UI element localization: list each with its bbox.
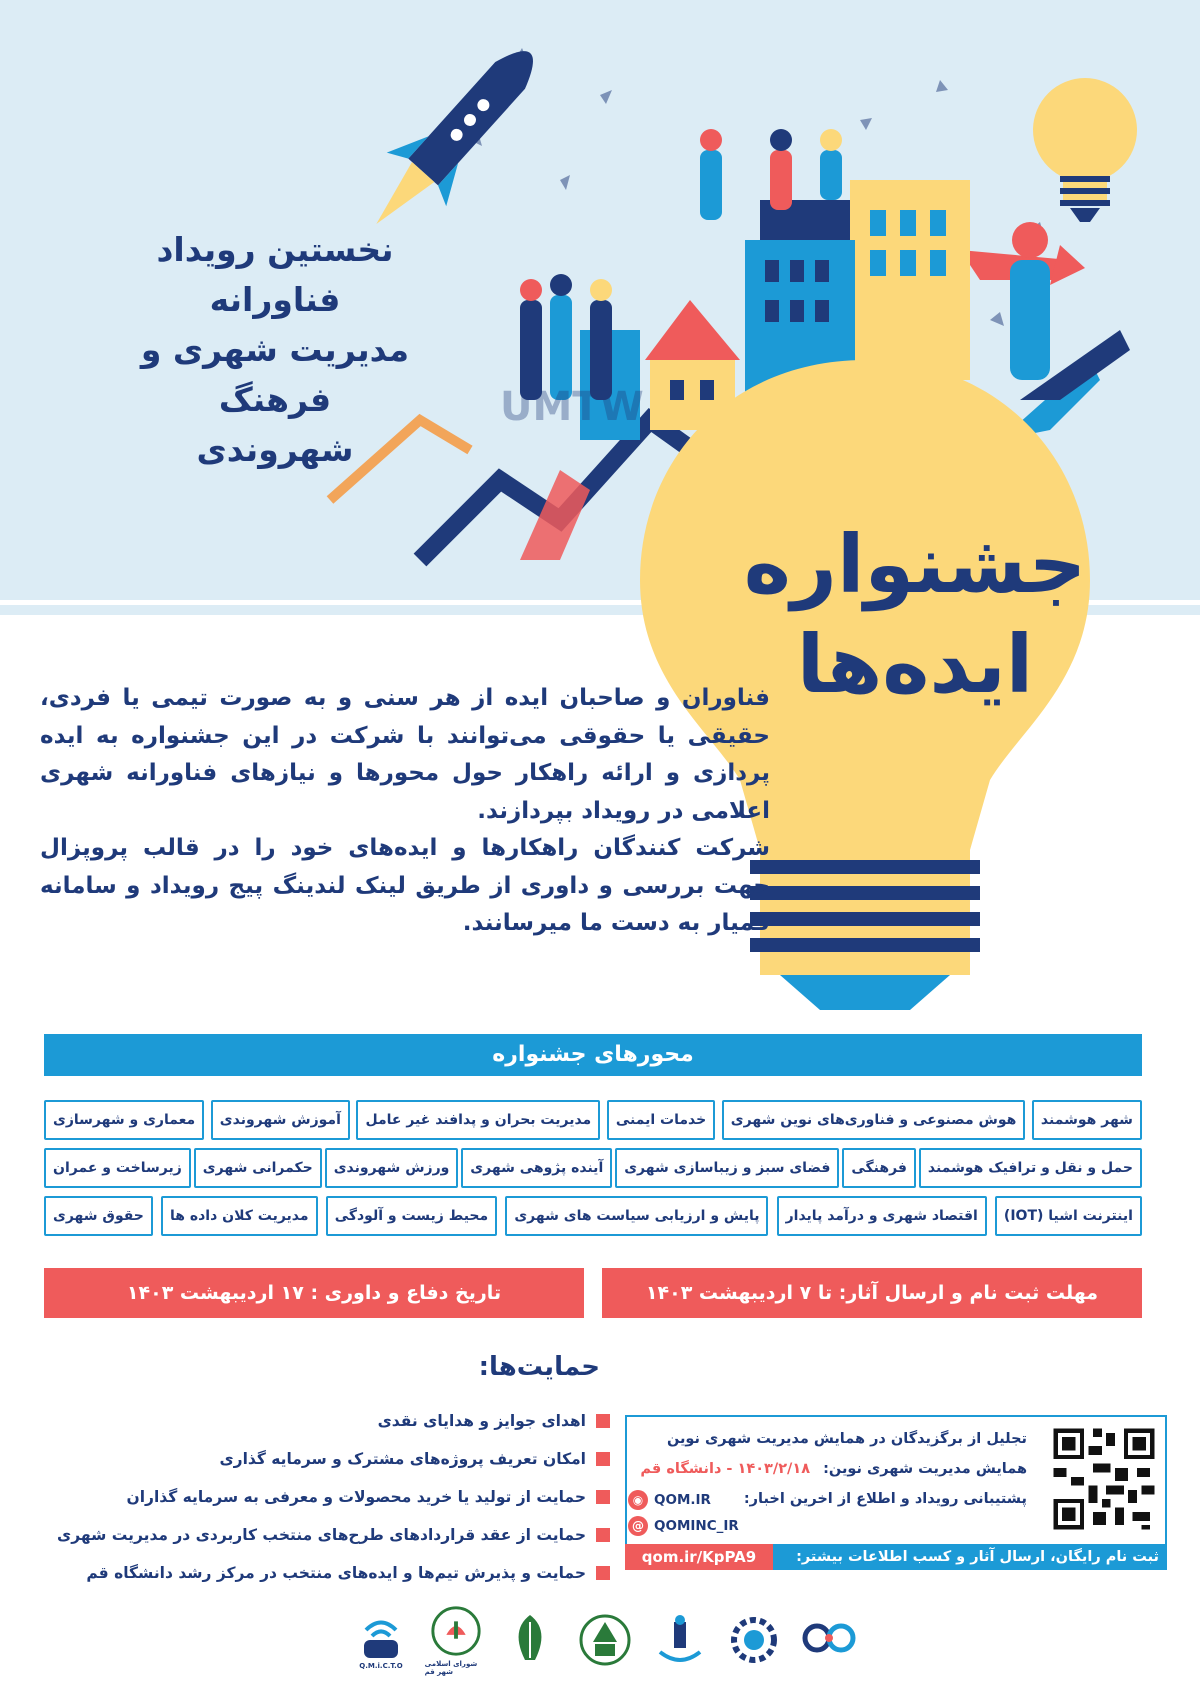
bullet-square-icon <box>596 1490 610 1504</box>
axis-tag: فضای سبز و زیباسازی شهری <box>615 1148 839 1188</box>
council-seal-icon <box>428 1604 484 1658</box>
bullet-square-icon <box>596 1528 610 1542</box>
registration-deadline: مهلت ثبت نام و ارسال آثار: تا ۷ اردیبهشت ۱۴۰۳ <box>602 1268 1142 1318</box>
social-icon: @ <box>628 1516 648 1536</box>
axis-tag: محیط زیست و آلودگی <box>326 1196 498 1236</box>
support-item <box>20 1478 610 1516</box>
support-title: حمایت‌ها: <box>478 1352 600 1382</box>
green-organization-logo <box>499 1604 561 1676</box>
registration-footer: ثبت نام رایگان، ارسال آثار و کسب اطلاعات بیشتر: <box>625 1544 1167 1570</box>
support-item-text: حمایت از تولید یا خرید محصولات و معرفی به سرمایه گذاران <box>126 1488 586 1506</box>
axis-tag: اینترنت اشیا (IOT) <box>995 1196 1142 1236</box>
support-item-text: حمایت و پذیرش تیم‌ها و ایده‌های منتخب در مرکز رشد دانشگاه قم <box>86 1564 586 1582</box>
innovation-center-logo <box>798 1604 860 1676</box>
axis-tag: شهر هوشمند <box>1032 1100 1142 1140</box>
municipality-seal-icon <box>577 1612 633 1668</box>
award-ceremony-text: تجلیل از برگزیدگان در همایش مدیریت شهری نوین <box>666 1431 1027 1447</box>
leaf-logo-icon <box>505 1610 555 1670</box>
conference-value: ۱۴۰۳/۲/۱۸ - دانشگاه قم <box>640 1461 811 1477</box>
intro-paragraph-1: فناوران و صاحبان ایده از هر سنی و به صورت تیمی یا فردی، حقیقی یا حقوقی می‌توانند با شرکت در این جشنواره به ایده پردازی و ارائه راهکار حول محورها و نیازهای فناورانه شهری اعلامی در رویداد بپردازند. <box>40 685 770 824</box>
council-caption: شورای اسلامی شهر قم <box>424 1660 478 1676</box>
axis-tag: معماری و شهرسازی <box>44 1100 204 1140</box>
support-item-text: حمایت از عقد قراردادهای طرح‌های منتخب کاربردی در مدیریت شهری <box>57 1526 586 1544</box>
bullet-square-icon <box>596 1452 610 1466</box>
intro-text <box>40 680 770 943</box>
axes-row-2 <box>44 1148 1142 1188</box>
bullet-square-icon <box>596 1566 610 1580</box>
axis-tag: هوش مصنوعی و فناوری‌های نوین شهری <box>722 1100 1026 1140</box>
support-news-text: پشتیبانی رویداد و اطلاع از اخرین اخبار: <box>743 1491 1027 1507</box>
globe-icon: ◉ <box>628 1490 648 1510</box>
support-item <box>20 1440 610 1478</box>
support-item-text: اهدای جوایز و هدایای نقدی <box>377 1412 586 1430</box>
axis-tag: خدمات ایمنی <box>607 1100 715 1140</box>
axes-row-1 <box>44 1100 1142 1140</box>
website-text: QOM.IR <box>654 1492 711 1508</box>
gear-logo-icon <box>726 1612 782 1668</box>
university-seal-icon <box>652 1612 708 1668</box>
intro-paragraph-2: شرکت کنندگان راهکارها و ایده‌های خود را در قالب پروپزال جهت بررسی و داوری از طریق لینک لندینگ پیج رویداد و سامانه قمیار به دست ما میرسانند. <box>40 835 770 936</box>
axes-title-bar: محورهای جشنواره <box>44 1034 1142 1076</box>
axis-tag: حکمرانی شهری <box>194 1148 322 1188</box>
qmicto-logo <box>350 1604 412 1676</box>
university-logo <box>649 1604 711 1676</box>
axis-tag: اقتصاد شهری و درآمد پایدار <box>777 1196 987 1236</box>
festival-name <box>730 515 1100 715</box>
small-bulb-illustration <box>1033 78 1137 222</box>
support-item <box>20 1516 610 1554</box>
axis-tag: مدیریت بحران و پدافند غیر عامل <box>356 1100 600 1140</box>
science-park-logo <box>723 1604 785 1676</box>
axis-tag: فرهنگی <box>842 1148 916 1188</box>
municipality-logo <box>574 1604 636 1676</box>
axes-row-3 <box>44 1196 1142 1236</box>
axis-tag: پایش و ارزیابی سیاست های شهری <box>505 1196 768 1236</box>
axis-tag: حقوق شهری <box>44 1196 153 1236</box>
qr-code[interactable] <box>1049 1424 1159 1534</box>
social-text: QOMINC_IR <box>654 1518 739 1534</box>
city-council-seal <box>425 1604 487 1676</box>
innovation-logo-icon <box>799 1612 859 1668</box>
event-title-line2: مدیریت شهری و فرهنگ <box>140 330 410 419</box>
support-item <box>20 1402 610 1440</box>
axis-tag: آینده پژوهی شهری <box>461 1148 612 1188</box>
art-letters: UMTW <box>500 384 644 430</box>
axis-tag: حمل و نقل و ترافیک هوشمند <box>919 1148 1142 1188</box>
defense-date: تاریخ دفاع و داوری : ۱۷ اردیبهشت ۱۴۰۳ <box>44 1268 584 1318</box>
festival-name-line2: ایده‌ها <box>796 618 1034 711</box>
festival-name-line1: جشنواره <box>743 518 1087 611</box>
qmicto-caption: Q.M.i.C.T.O <box>359 1662 403 1670</box>
qmicto-logo-icon <box>356 1610 406 1660</box>
event-title-line1: نخستین رویداد فناورانه <box>156 230 394 319</box>
sponsor-logos <box>350 1590 860 1690</box>
event-title <box>95 225 455 475</box>
registration-url[interactable]: qom.ir/KpPA9 <box>625 1544 773 1570</box>
website-link[interactable] <box>628 1490 711 1510</box>
conference-date <box>640 1461 1027 1477</box>
support-item-text: امکان تعریف پروژه‌های مشترک و سرمایه گذاری <box>219 1450 586 1468</box>
axis-tag: ورزش شهروندی <box>325 1148 459 1188</box>
axis-tag: مدیریت کلان داده ها <box>161 1196 318 1236</box>
support-item <box>20 1554 610 1592</box>
axis-tag: آموزش شهروندی <box>211 1100 350 1140</box>
event-title-line3: شهروندی <box>196 430 354 469</box>
social-handle[interactable] <box>628 1516 739 1536</box>
axis-tag: زیرساخت و عمران <box>44 1148 191 1188</box>
conference-label: همایش مدیریت شهری نوین: <box>823 1461 1027 1477</box>
rocket-illustration <box>347 26 560 250</box>
bullet-square-icon <box>596 1414 610 1428</box>
support-list <box>20 1402 610 1592</box>
